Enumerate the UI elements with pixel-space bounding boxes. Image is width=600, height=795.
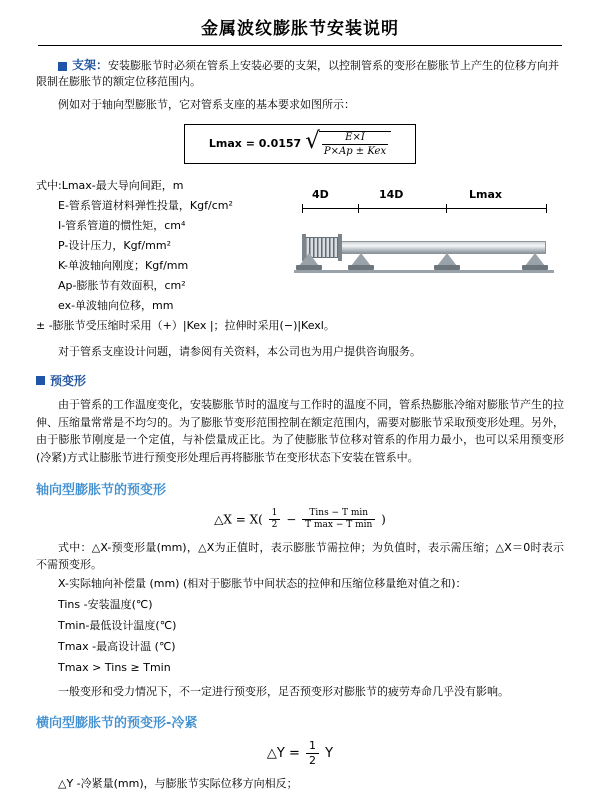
definition-item: I-管系管道的惯性矩，cm⁴ xyxy=(58,218,186,232)
dimension-segment-14d xyxy=(358,208,446,209)
figure-label-4d: 4D xyxy=(312,187,329,201)
definitions-and-figure xyxy=(36,172,564,336)
axial-closing-note: 一般变形和受力情况下，不一定进行预变形，足否预变形对膨胀节的疲劳寿命几乎没有影响。 xyxy=(58,684,509,698)
axial-variable-item: Tmax -最高设计温 (℃) xyxy=(58,639,176,653)
definition-item: Ap-膨胀节有效面积，cm² xyxy=(58,278,186,292)
axial-variable-item: Tins -安装温度(℃) xyxy=(58,598,153,612)
axial-equation-note: 式中：△X-预变形量(mm)，△X为正值时，表示膨胀节需拉伸；为负值时，表示需压缩；△X＝0时表示不需预变形。 xyxy=(36,540,564,572)
axial-variable-item: Tmin-最低设计温度(℃) xyxy=(58,618,177,632)
support-guide-icon xyxy=(348,253,374,271)
axial-variable-item: X-实际轴向补偿量 (mm) (相对于膨胀节中间状态的拉伸和压缩位移量绝对值之和)： xyxy=(58,577,467,591)
page-title: 金属波纹膨胀节安装说明 xyxy=(201,19,399,39)
definition-item: ± -膨胀节受压缩时采用（+）|Kex |；拉伸时采用(−)|Kexl。 xyxy=(36,318,335,332)
definition-item: ex-单波轴向位移，mm xyxy=(58,298,174,312)
predeform-paragraph: 由于管系的工作温度变化，安装膨胀节时的温度与工作时的温度不同，管系热膨胀冷缩对膨胀节产生的拉伸、压缩量常常是不均匀的。为了膨胀节变形范围控制在额定范围内，需要对膨胀节采取预变形处理。另外，由于膨胀节刚度是一个定值，与补偿量成正比。为了使膨胀节位移对管系的作用力最小，也可以采用预变形(冷紧)方式让膨胀节进行预变形处理后再将膨胀节在变形状态下安装在管系中。 xyxy=(36,397,564,465)
section-bracket-text: 安装膨胀节时必须在管系上安装必要的支架，以控制管系的变形在膨胀节上产生的位移方向并限制在膨胀节的额定位移范围内。 xyxy=(36,59,560,88)
title-divider xyxy=(38,45,562,46)
equation-half-fraction xyxy=(306,739,319,768)
support-triangle xyxy=(525,253,545,266)
equation-rhs: ) xyxy=(381,512,386,527)
figure-label-lmax: Lmax xyxy=(469,187,502,201)
lmax-formula xyxy=(184,124,416,164)
figure-label-14d: 14D xyxy=(379,187,404,201)
bracket-paragraph-2: 例如对于轴向型膨胀节，它对管系支座的基本要求如图所示： xyxy=(58,98,355,111)
ground-line xyxy=(294,270,554,273)
document-content xyxy=(0,56,600,795)
figure-dimension-lines xyxy=(294,204,554,213)
section-predeform-heading: 预变形 xyxy=(50,373,87,388)
section-bracket-heading: 支架： xyxy=(72,58,109,72)
equation-temperature-fraction xyxy=(302,508,375,532)
definition-item: K-单波轴向刚度；Kgf/mm xyxy=(58,258,189,272)
equation-minus: − xyxy=(286,512,297,527)
lmax-formula-lhs: Lmax = 0.0157 xyxy=(208,137,302,151)
support-triangle xyxy=(437,253,457,266)
support-triangle xyxy=(351,253,371,266)
support-guide-icon xyxy=(434,253,460,271)
dimension-tick xyxy=(546,204,547,213)
lmax-fraction xyxy=(319,131,391,157)
blue-square-bullet-icon xyxy=(36,376,45,385)
lmax-sqrt xyxy=(305,127,391,157)
lmax-numerator: E×I xyxy=(322,132,388,145)
support-anchor-icon xyxy=(296,253,322,271)
axial-variable-item: Tmax > Tins ≥ Tmin xyxy=(58,660,171,674)
subsection-lateral-heading: 横向型膨胀节的预变形-冷紧 xyxy=(36,716,198,732)
lateral-equation-note: △Y -冷紧量(mm)，与膨胀节实际位移方向相反； xyxy=(58,776,298,790)
definition-item: E-管系管道材料弹性投量，Kgf/cm² xyxy=(58,198,233,212)
axial-predeform-equation xyxy=(36,508,564,532)
support-triangle xyxy=(299,253,319,266)
lmax-denominator: P×Ap ± Kex xyxy=(323,145,387,157)
lateral-predeform-equation xyxy=(36,739,564,768)
flange-icon xyxy=(338,234,342,261)
document-page xyxy=(0,14,600,790)
section-predeform-heading-row xyxy=(36,372,564,389)
fraction-denominator: T max − T min xyxy=(305,520,373,531)
support-anchor-icon xyxy=(522,253,548,271)
figure-dimension-labels xyxy=(294,188,554,204)
equation-lhs: △Y = xyxy=(266,746,300,762)
equation-lhs: △X = X( xyxy=(214,512,263,527)
piping-schematic xyxy=(294,215,554,287)
equation-rhs: Y xyxy=(325,746,334,762)
subsection-axial-heading: 轴向型膨胀节的预变形 xyxy=(36,483,167,498)
fraction-numerator: 1 xyxy=(269,508,281,520)
equation-half-fraction xyxy=(269,508,281,532)
fraction-denominator: 2 xyxy=(309,754,316,768)
definition-item: 式中:Lmax-最大导向间距，m xyxy=(36,178,184,192)
dimension-segment-lmax xyxy=(446,208,546,209)
definition-item: P-设计压力，Kgf/mm² xyxy=(58,238,171,252)
fraction-numerator: Tins − T min xyxy=(302,508,375,520)
bracket-closing: 对于管系支座设计问题，请参阅有关资料，本公司也为用户提供咨询服务。 xyxy=(58,344,421,358)
expansion-joint-diagram xyxy=(294,188,554,287)
radical-icon: √ xyxy=(305,127,320,154)
fraction-numerator: 1 xyxy=(306,739,319,754)
blue-square-bullet-icon xyxy=(58,62,67,71)
fraction-denominator: 2 xyxy=(271,520,278,531)
dimension-segment-4d xyxy=(302,208,358,209)
section-bracket-paragraph xyxy=(36,56,564,89)
